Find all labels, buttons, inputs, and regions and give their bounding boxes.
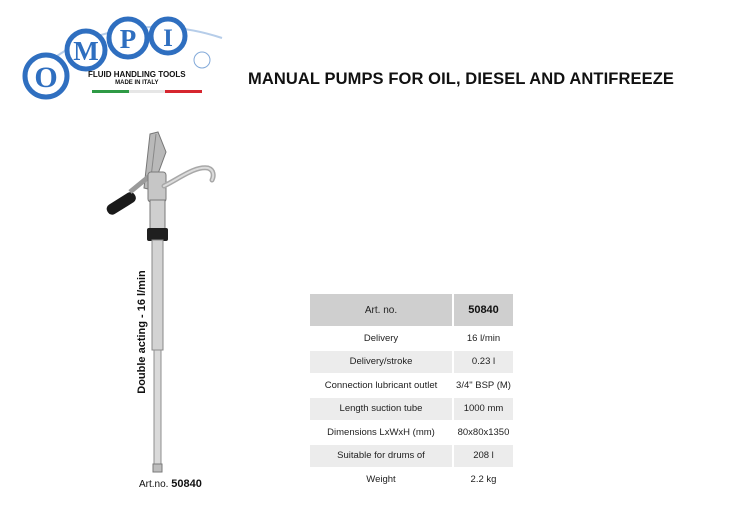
spec-value: 1000 mm bbox=[453, 397, 513, 421]
spec-value: 80x80x1350 bbox=[453, 421, 513, 445]
product-side-caption: Double acting - 16 l/min bbox=[136, 270, 148, 394]
table-row bbox=[310, 468, 513, 492]
spec-label: Length suction tube bbox=[310, 397, 453, 421]
logo-tagline bbox=[88, 70, 186, 88]
spec-value: 208 l bbox=[453, 444, 513, 468]
specs-table bbox=[310, 294, 513, 492]
spec-value: 3/4" BSP (M) bbox=[453, 374, 513, 398]
logo-tagline-italy: MADE IN ITALY bbox=[115, 80, 159, 86]
logo-graphic bbox=[22, 16, 244, 108]
logo-tagline-main: FLUID HANDLING TOOLS bbox=[88, 70, 186, 79]
specs-header-row bbox=[310, 294, 513, 327]
logo-letter-o: O bbox=[34, 61, 58, 94]
spec-label: Suitable for drums of bbox=[310, 444, 453, 468]
table-row bbox=[310, 374, 513, 398]
spec-label: Delivery bbox=[310, 327, 453, 351]
spec-value: 2.2 kg bbox=[453, 468, 513, 492]
spec-label: Weight bbox=[310, 468, 453, 492]
ompi-logo bbox=[22, 16, 244, 108]
hand-pump-image bbox=[100, 128, 220, 478]
art-caption-number: 50840 bbox=[171, 478, 202, 490]
spec-value: 16 l/min bbox=[453, 327, 513, 351]
logo-letter-p: P bbox=[119, 24, 137, 54]
page-title: MANUAL PUMPS FOR OIL, DIESEL AND ANTIFREEZE bbox=[248, 70, 674, 88]
italy-flag-stripe bbox=[92, 90, 202, 93]
logo-letter-i: I bbox=[163, 25, 173, 52]
specs-header-label: Art. no. bbox=[310, 294, 453, 327]
specs-header-value: 50840 bbox=[453, 294, 513, 327]
logo-letter-m: M bbox=[73, 36, 99, 66]
table-row bbox=[310, 421, 513, 445]
table-row bbox=[310, 350, 513, 374]
spec-value: 0.23 l bbox=[453, 350, 513, 374]
spec-label: Dimensions LxWxH (mm) bbox=[310, 421, 453, 445]
table-row bbox=[310, 444, 513, 468]
spec-label: Delivery/stroke bbox=[310, 350, 453, 374]
table-row bbox=[310, 397, 513, 421]
product-art-caption bbox=[139, 478, 202, 490]
spec-label: Connection lubricant outlet bbox=[310, 374, 453, 398]
table-row bbox=[310, 327, 513, 351]
art-caption-label: Art.no. bbox=[139, 479, 169, 490]
